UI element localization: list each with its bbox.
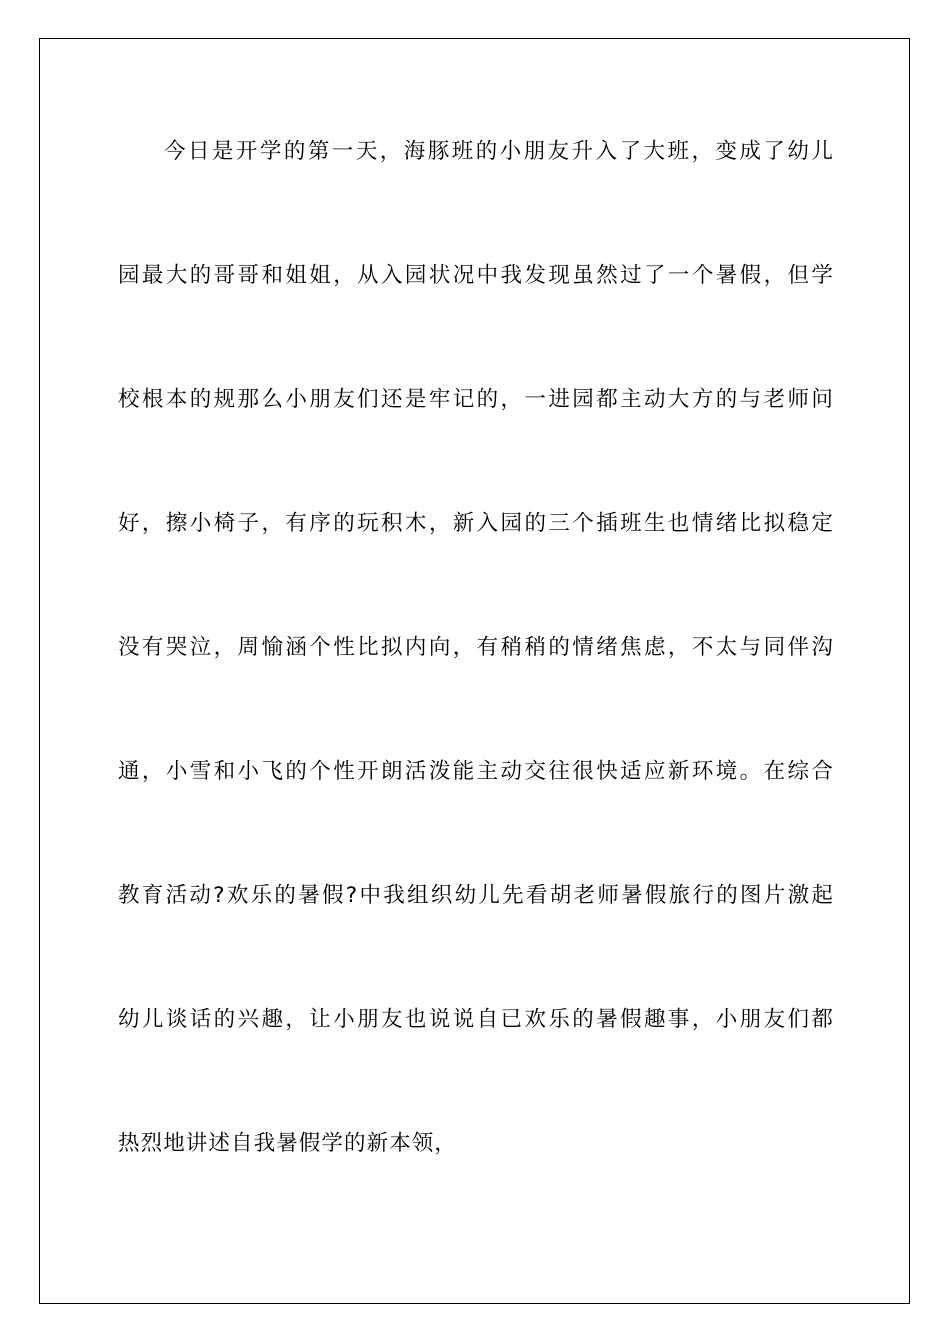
paragraph-line-3: 校根本的规那么小朋友们还是牢记的，一进园都主动大方的与老师问 — [118, 387, 834, 412]
paragraph-line-8: 幼儿谈话的兴趣，让小朋友也说说自已欢乐的暑假趣事，小朋友们都 — [118, 1007, 834, 1032]
paragraph-line-1: 今日是开学的第一天，海豚班的小朋友升入了大班，变成了幼儿 — [164, 139, 834, 164]
paragraph-line-6: 通，小雪和小飞的个性开朗活泼能主动交往很快适应新环境。在综合 — [118, 759, 834, 784]
paragraph-line-7: 教育活动?欢乐的暑假?中我组织幼儿先看胡老师暑假旅行的图片激起 — [118, 883, 834, 908]
paragraph-line-5: 没有哭泣，周愉涵个性比拟内向，有稍稍的情绪焦虑，不太与同伴沟 — [118, 635, 834, 660]
paragraph-line-9: 热烈地讲述自我暑假学的新本领， — [118, 1131, 458, 1156]
paragraph-line-2: 园最大的哥哥和姐姐，从入园状况中我发现虽然过了一个暑假，但学 — [118, 263, 834, 288]
page-border — [39, 38, 910, 1304]
paragraph-line-4: 好，擦小椅子，有序的玩积木，新入园的三个插班生也情绪比拟稳定 — [118, 511, 834, 536]
